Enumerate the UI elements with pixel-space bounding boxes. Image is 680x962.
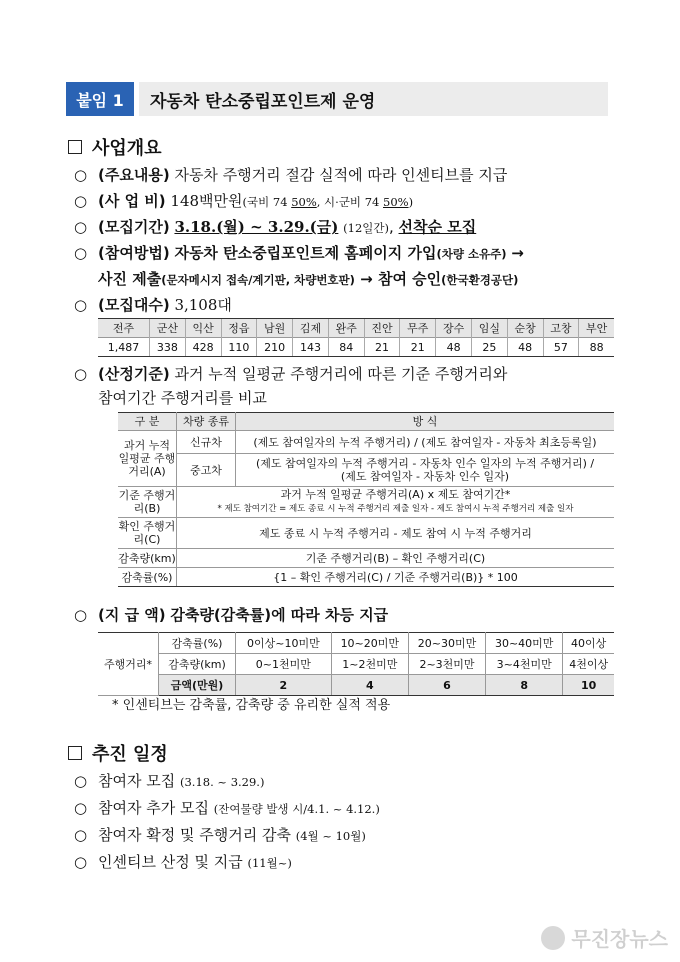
- watermark: 무진장뉴스: [541, 923, 668, 952]
- method-formula: 제도 종료 시 누적 주행거리 - 제도 참여 시 누적 주행거리: [177, 518, 615, 549]
- region-name: 진안: [364, 319, 400, 338]
- payment-cell: 3~4천미만: [486, 654, 563, 675]
- circle-bullet-icon: ○: [74, 606, 88, 624]
- item-criteria: ○ (산정기준) 과거 누적 일평균 주행거리에 따른 기준 주행거리와: [74, 365, 508, 383]
- method-table: [118, 412, 614, 587]
- region-count: 428: [185, 338, 221, 357]
- method-formula: (제도 참여일자의 누적 주행거리) / (제도 참여일자 - 자동차 최초등록일): [236, 431, 615, 454]
- payment-cell: 6: [408, 675, 485, 696]
- method-formula: 과거 누적 일평균 주행거리(A) x 제도 참여기간* * 제도 참여기간 = 제도 종료 시 누적 주행거리 제출 일자 - 제도 참여시 누적 주행거리 제출 일자: [177, 487, 615, 518]
- vehicle-type: 신규차: [177, 431, 236, 454]
- schedule-item: ○ 참여자 확정 및 주행거리 감축 (4월 ~ 10월): [74, 826, 366, 844]
- payment-cell: 2: [236, 675, 332, 696]
- item-join-method-cont: 사진 제출(문자메시지 접속/계기판, 차량번호판) → 참여 승인(한국환경공단): [98, 270, 519, 288]
- vehicle-type: 중고차: [177, 454, 236, 487]
- method-formula: 기준 주행거리(B) – 확인 주행거리(C): [177, 549, 615, 568]
- circle-bullet-icon: ○: [74, 772, 88, 790]
- payment-col-label: 감축률(%): [159, 633, 236, 654]
- region-count: 88: [579, 338, 614, 357]
- circle-bullet-icon: ○: [74, 365, 88, 383]
- method-table-header: 차량 종류: [177, 413, 236, 431]
- region-name: 정읍: [221, 319, 257, 338]
- payment-cell: 2~3천미만: [408, 654, 485, 675]
- payment-cell: 4천이상: [563, 654, 614, 675]
- region-count: 110: [221, 338, 257, 357]
- attachment-title: 자동차 탄소중립포인트제 운영: [139, 82, 608, 116]
- region-name: 고창: [543, 319, 579, 338]
- payment-row-label: 주행거리*: [98, 633, 159, 696]
- schedule-item: ○ 참여자 모집 (3.18. ~ 3.29.): [74, 772, 265, 790]
- region-count: 84: [328, 338, 364, 357]
- method-row-label: 감축률(%): [118, 568, 177, 587]
- method-row-label: 과거 누적 일평균 주행거리(A): [118, 431, 177, 487]
- payment-footnote: * 인센티브는 감축률, 감축량 중 유리한 실적 적용: [112, 698, 391, 713]
- region-name: 익산: [185, 319, 221, 338]
- section-schedule-heading: 추진 일정: [68, 740, 168, 766]
- region-count: 143: [293, 338, 329, 357]
- payment-cell: 4: [331, 675, 408, 696]
- circle-bullet-icon: ○: [74, 826, 88, 844]
- checkbox-square-icon: [68, 140, 82, 154]
- region-name: 임실: [471, 319, 507, 338]
- section-overview-heading: 사업개요: [68, 134, 162, 160]
- method-formula: {1 – 확인 주행거리(C) / 기준 주행거리(B)} * 100: [177, 568, 615, 587]
- payment-col-label: 감축량(km): [159, 654, 236, 675]
- region-count: 210: [257, 338, 293, 357]
- item-main-content: ○ (주요내용) 자동차 주행거리 절감 실적에 따라 인센티브를 지급: [74, 166, 508, 184]
- region-count: 48: [436, 338, 472, 357]
- item-join-method: ○ (참여방법) 자동차 탄소중립포인트제 홈페이지 가입(차량 소유주) →: [74, 244, 524, 262]
- circle-bullet-icon: ○: [74, 853, 88, 871]
- region-count: 1,487: [98, 338, 149, 357]
- item-criteria-cont: 참여기간 주행거리를 비교: [98, 389, 267, 407]
- method-row-label: 확인 주행거리(C): [118, 518, 177, 549]
- checkbox-square-icon: [68, 746, 82, 760]
- region-count: 57: [543, 338, 579, 357]
- circle-bullet-icon: ○: [74, 166, 88, 184]
- circle-bullet-icon: ○: [74, 799, 88, 817]
- circle-bullet-icon: ○: [74, 244, 88, 262]
- region-name: 순창: [507, 319, 543, 338]
- region-count: 48: [507, 338, 543, 357]
- region-count: 338: [149, 338, 185, 357]
- region-name: 무주: [400, 319, 436, 338]
- payment-cell: 40이상: [563, 633, 614, 654]
- method-row-label: 감축량(km): [118, 549, 177, 568]
- item-budget: ○ (사 업 비) 148백만원(국비 74 50%, 시·군비 74 50%): [74, 192, 414, 210]
- method-formula: (제도 참여일자의 누적 주행거리 - 자동차 인수 일자의 누적 주행거리) / (제도 참여일자 - 자동차 인수 일자): [236, 454, 615, 487]
- payment-cell: 0이상~10미만: [236, 633, 332, 654]
- method-row-label: 기준 주행거리(B): [118, 487, 177, 518]
- region-name: 전주: [98, 319, 149, 338]
- watermark-logo-icon: [541, 926, 565, 950]
- region-name: 김제: [293, 319, 329, 338]
- region-count: 21: [400, 338, 436, 357]
- payment-cell: 10: [563, 675, 614, 696]
- payment-cell: 0~1천미만: [236, 654, 332, 675]
- method-table-header: 구 분: [118, 413, 177, 431]
- item-recruit-count: ○ (모집대수) 3,108대: [74, 296, 232, 314]
- region-name: 완주: [328, 319, 364, 338]
- item-payment: ○ (지 급 액) 감축량(감축률)에 따라 차등 지급: [74, 606, 389, 624]
- attachment-tag: 붙임 1: [66, 82, 134, 116]
- method-table-header: 방 식: [236, 413, 615, 431]
- region-count: 25: [471, 338, 507, 357]
- region-name: 장수: [436, 319, 472, 338]
- payment-cell: 1~2천미만: [331, 654, 408, 675]
- region-name: 부안: [579, 319, 614, 338]
- region-count: 21: [364, 338, 400, 357]
- payment-cell: 20~30미만: [408, 633, 485, 654]
- item-recruit-period: ○ (모집기간) 3.18.(월) ~ 3.29.(금) (12일간), 선착순 모집: [74, 218, 477, 236]
- region-name: 군산: [149, 319, 185, 338]
- region-count-table: [98, 318, 614, 357]
- attachment-header: [66, 82, 608, 116]
- circle-bullet-icon: ○: [74, 296, 88, 314]
- schedule-item: ○ 인센티브 산정 및 지급 (11월~): [74, 853, 292, 871]
- payment-cell: 30~40미만: [486, 633, 563, 654]
- circle-bullet-icon: ○: [74, 218, 88, 236]
- payment-cell: 8: [486, 675, 563, 696]
- region-name: 남원: [257, 319, 293, 338]
- payment-table: [98, 632, 614, 696]
- payment-cell: 10~20미만: [331, 633, 408, 654]
- schedule-item: ○ 참여자 추가 모집 (잔여물량 발생 시/4.1. ~ 4.12.): [74, 799, 380, 817]
- circle-bullet-icon: ○: [74, 192, 88, 210]
- payment-col-label: 금액(만원): [159, 675, 236, 696]
